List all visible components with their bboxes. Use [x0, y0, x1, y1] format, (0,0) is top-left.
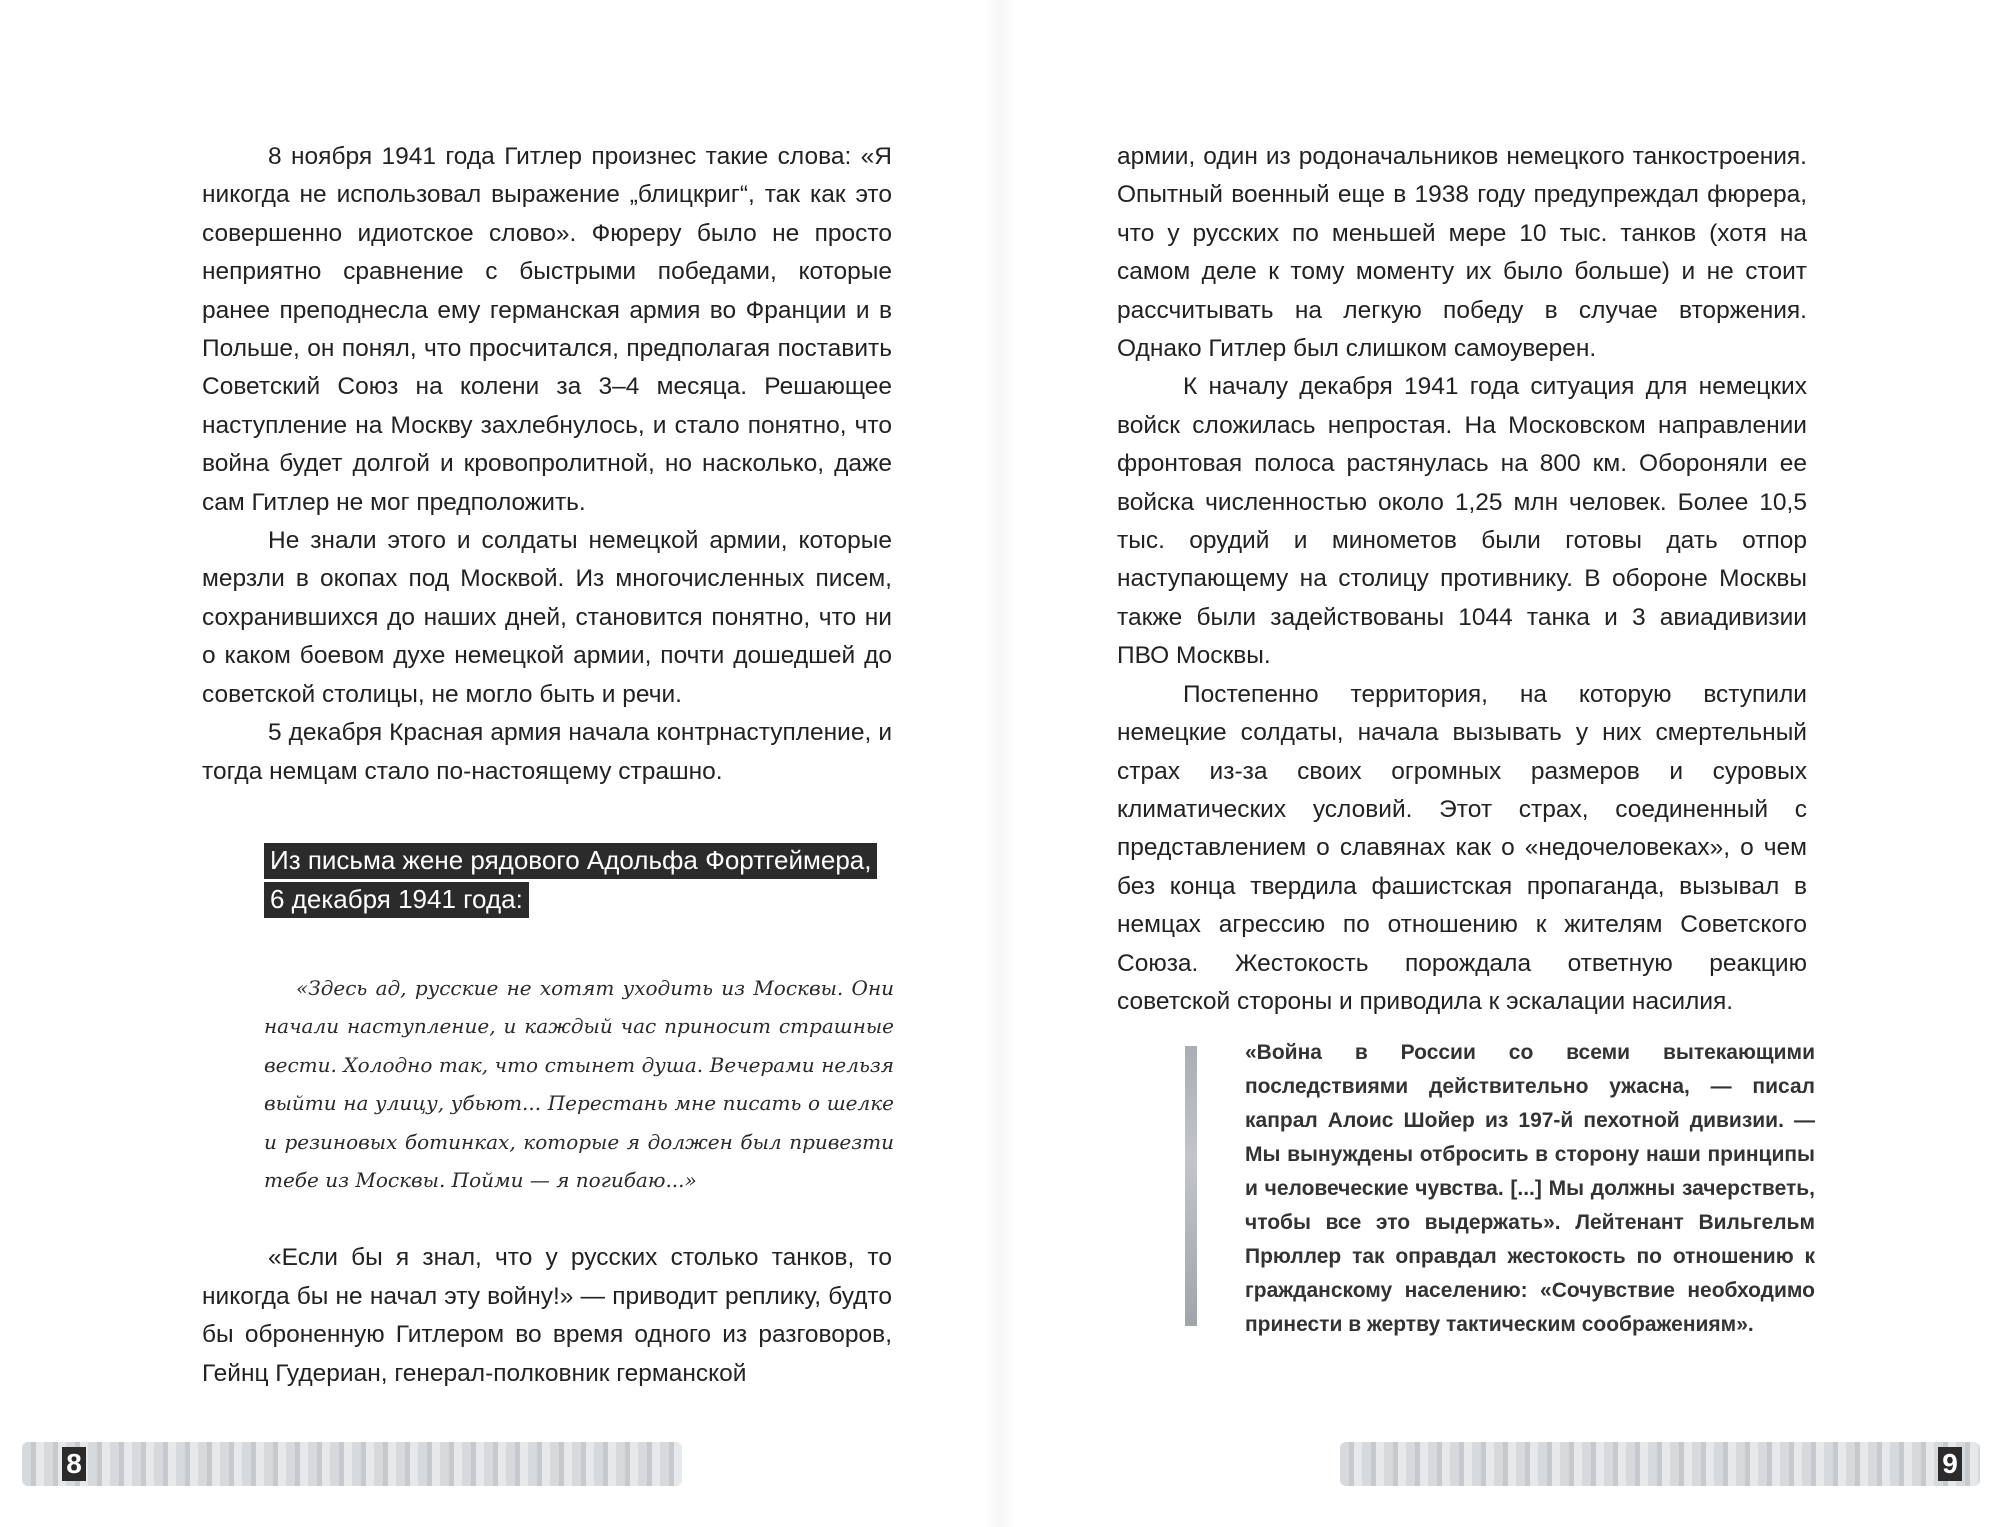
paragraph-moscow-defense: К началу декабря 1941 года ситуация для немецких войск сложилась непростая. На Московском направлении фронтовая полоса растянулась на 800 км. Обороняли ее войска численностью около 1,25 млн человек. Более 10,5 тыс. орудий и минометов были готовы дать отпор наступающему на столицу противнику. В обороне Москвы также были задействованы 1044 танка и 3 авиадивизии ПВО Москвы. [1117, 373, 1807, 670]
paragraph-blitzkrieg: 8 ноября 1941 года Гитлер произнес такие слова: «Я никогда не использовал выражение „блицкриг“, так как это совершенно идиотское слово». Фюреру было не просто неприятно сравнение с быстрыми победами, которые ранее преподнесла ему германская армия во Франции и в Польше, он понял, что просчитался, предполагая поставить Советский Союз на колени за 3–4 месяца. Решающее наступление на Москву захлебнулось, и стало понятно, что война будет долгой и кровопролитной, но насколько, даже сам Гитлер не мог предположить. [202, 143, 892, 516]
paragraph-guderian: «Если бы я знал, что у русских столько танков, то никогда бы не начал эту войну!» — приводит реплику, будто бы оброненную Гитлером во время одного из разговоров, Гейнц Гудериан, генерал-полковник германской [202, 1244, 892, 1387]
pull-quote [1185, 1036, 1815, 1342]
page-number-right: 9 [1938, 1447, 1962, 1481]
paragraph-counteroffensive: 5 декабря Красная армия начала контрнаступление, и тогда немцам стало по-настоящему страшно. [202, 719, 892, 785]
brush-stroke-right [1340, 1442, 1980, 1486]
right-text-column [1117, 138, 1807, 1021]
paragraph-continuation: армии, один из родоначальников немецкого танкостроения. Опытный военный еще в 1938 году предупреждал фюрера, что у русских по меньшей мере 10 тыс. танков (хотя на самом деле к тому моменту их было больше) и не стоит рассчитывать на легкую победу в случае вторжения. Однако Гитлер был слишком самоуверен. [1117, 143, 1807, 363]
letter-quote: «Здесь ад, русские не хотят уходить из Москвы. Они начали наступление, и каждый час приносит страшные вести. Холодно так, что стынет душа. Вечерами нельзя выйти на улицу, убьют... Перестань мне писать о шелке и резиновых ботинках, которые я должен был привезти тебе из Москвы. Пойми — я погибаю...» [264, 975, 894, 1192]
paragraph-soldiers: Не знали этого и солдаты немецкой армии, которые мерзли в окопах под Москвой. Из многочисленных писем, сохранившихся до наших дней, становится понятно, что ни о каком боевом духе немецкой армии, почти дошедшей до советской столицы, не могло быть и речи. [202, 527, 892, 708]
brush-stroke-left [22, 1442, 682, 1486]
left-text-column [202, 138, 892, 1393]
pull-quote-text: «Война в России со всеми вытекающими последствиями действительно ужасна, — писал капрал Алоис Шойер из 197-й пехотной дивизии. — Мы вынуждены отбросить в сторону наши принципы и человеческие чувства. [...] Мы должны зачерстветь, чтобы все это выдержать». Лейтенант Вильгельм Прюллер так оправдал жестокость по отношению к гражданскому населению: «Сочувствие необходимо принести в жертву тактическим соображениям». [1245, 1041, 1815, 1336]
page-number-left: 8 [62, 1447, 86, 1481]
quote-bar [1185, 1046, 1197, 1326]
paragraph-fear: Постепенно территория, на которую вступили немецкие солдаты, начала вызывать у них смертельный страх из-за своих огромных размеров и суровых климатических условий. Этот страх, соединенный с представлением о славянах как о «недочеловеках», о чем без конца твердила фашистская пропаганда, вызывал в немцах агрессию по отношению к жителям Советского Союза. Жестокость порождала ответную реакцию советской стороны и приводила к эскалации насилия. [1117, 680, 1807, 1015]
letter-caption [264, 841, 874, 919]
right-page [1000, 0, 2000, 1527]
letter-caption-text: Из письма жене рядового Адольфа Фортгеймера, 6 декабря 1941 года: [264, 843, 877, 918]
